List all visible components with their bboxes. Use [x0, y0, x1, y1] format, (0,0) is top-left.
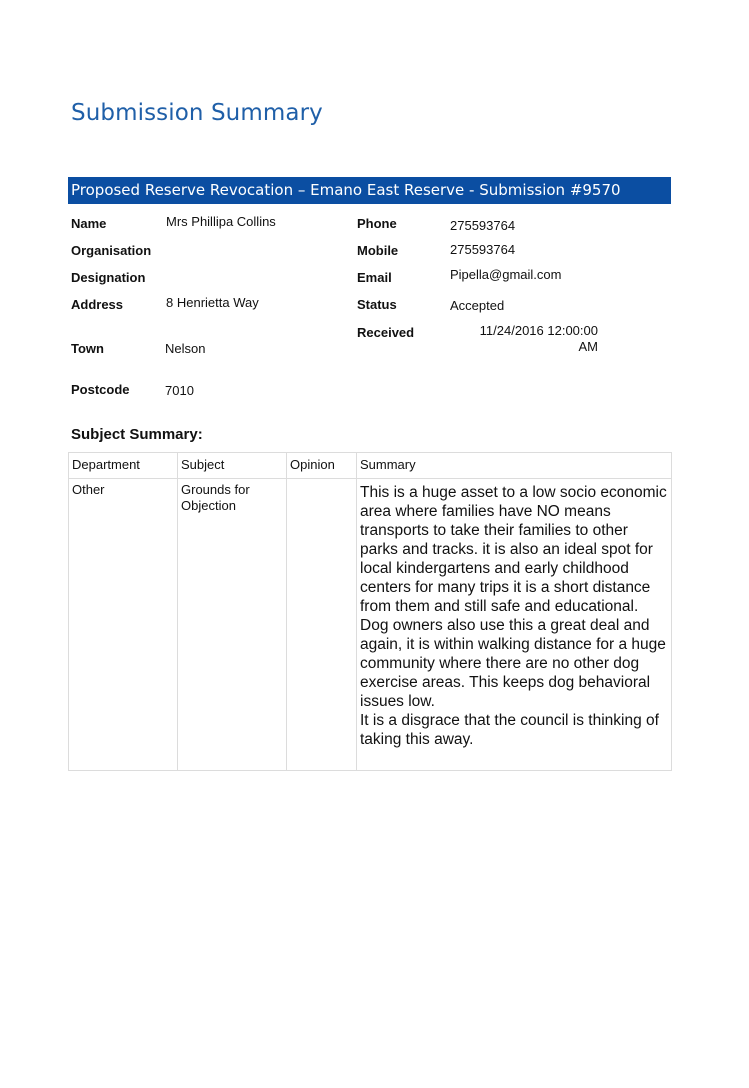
town-label: Town — [71, 341, 104, 356]
subject-summary-heading: Subject Summary: — [71, 426, 203, 443]
department-cell: Other — [69, 479, 178, 771]
designation-label: Designation — [71, 270, 146, 285]
address-value: 8 Henrietta Way — [166, 295, 259, 310]
column-header-department: Department — [69, 453, 178, 479]
subject-summary-table — [68, 452, 672, 771]
mobile-label: Mobile — [357, 243, 399, 258]
name-value: Mrs Phillipa Collins — [166, 214, 276, 229]
received-value-line2: AM — [578, 339, 598, 354]
column-header-subject: Subject — [178, 453, 287, 479]
subject-cell: Grounds for Objection — [178, 479, 287, 771]
postcode-label: Postcode — [71, 382, 130, 397]
column-header-opinion: Opinion — [287, 453, 357, 479]
name-label: Name — [71, 216, 107, 231]
phone-value: 275593764 — [450, 218, 516, 233]
summary-cell: This is a huge asset to a low socio economic area where families have NO means transports to take their families to other parks and tracks. it is also an ideal spot for local kindergartens and early childhood centers for many trips it is a short distance from them and still safe and educational. Dog owners also use this a great deal and again, it is within walking distance for a huge community where there are no other dog exercise areas. This keeps dog behavioral issues low. It is a disgrace that the council is thinking of taking this away. — [357, 479, 672, 771]
mobile-value: 275593764 — [450, 242, 516, 257]
town-value: Nelson — [165, 341, 206, 356]
received-value-line1: 11/24/2016 12:00:00 — [479, 323, 598, 338]
page-title: Submission Summary — [71, 100, 323, 126]
submission-banner: Proposed Reserve Revocation – Emano East Reserve - Submission #9570 — [68, 177, 671, 204]
status-value: Accepted — [450, 298, 505, 313]
column-header-summary: Summary — [357, 453, 672, 479]
organisation-label: Organisation — [71, 243, 152, 258]
opinion-cell — [287, 479, 357, 771]
status-label: Status — [357, 297, 397, 312]
received-value — [450, 323, 598, 355]
table-header-row — [69, 453, 672, 479]
phone-label: Phone — [357, 216, 397, 231]
address-label: Address — [71, 297, 124, 312]
received-label: Received — [357, 325, 415, 340]
postcode-value: 7010 — [165, 383, 194, 398]
email-label: Email — [357, 270, 392, 285]
table-row — [69, 479, 672, 771]
email-value: Pipella@gmail.com — [450, 267, 562, 282]
